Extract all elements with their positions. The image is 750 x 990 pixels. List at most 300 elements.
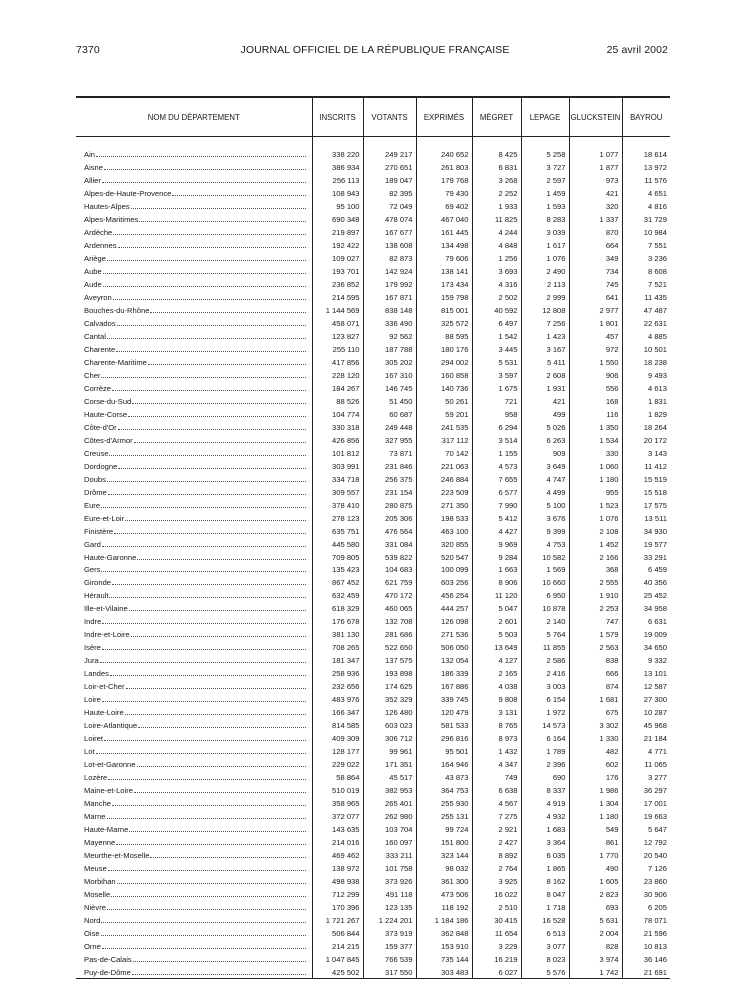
value-cell: 14 573 (521, 718, 569, 731)
value-cell: 1 550 (569, 355, 622, 368)
department-name: Drôme (84, 487, 107, 497)
dot-leader (132, 402, 305, 404)
table-row (76, 757, 670, 770)
value-cell: 1 877 (569, 160, 622, 173)
value-cell: 2 764 (472, 861, 521, 874)
value-cell: 40 592 (472, 303, 521, 316)
department-name: Oise (84, 929, 100, 939)
value-cell: 249 217 (363, 147, 416, 160)
value-cell: 5 047 (472, 601, 521, 614)
value-cell: 506 050 (416, 640, 472, 653)
value-cell: 15 518 (622, 485, 670, 498)
value-cell: 972 (569, 342, 622, 355)
department-name-cell (76, 290, 312, 303)
table-row (76, 705, 670, 718)
value-cell: 186 339 (416, 666, 472, 679)
value-cell: 2 396 (521, 757, 569, 770)
value-cell: 142 924 (363, 264, 416, 277)
dot-leader (112, 804, 305, 806)
value-cell: 126 098 (416, 614, 472, 627)
table-row (76, 783, 670, 796)
department-name: Côte-d'Or (84, 422, 117, 432)
value-cell: 330 318 (312, 420, 363, 433)
table-row (76, 601, 670, 614)
department-name-cell (76, 848, 312, 861)
value-cell: 8 973 (472, 731, 521, 744)
value-cell: 3 445 (472, 342, 521, 355)
value-cell: 36 297 (622, 783, 670, 796)
value-cell: 13 972 (622, 160, 670, 173)
value-cell: 1 721 267 (312, 913, 363, 926)
department-name-cell (76, 653, 312, 666)
value-cell: 170 396 (312, 900, 363, 913)
value-cell: 99 724 (416, 822, 472, 835)
department-name: Côtes-d'Armor (84, 435, 133, 445)
value-cell: 33 291 (622, 550, 670, 563)
value-cell: 491 118 (363, 887, 416, 900)
value-cell: 2 490 (521, 264, 569, 277)
table-header-row (76, 97, 670, 137)
value-cell: 187 788 (363, 342, 416, 355)
page-number: 7370 (76, 44, 100, 56)
department-name: Nord (84, 916, 101, 926)
value-cell: 1 910 (569, 588, 622, 601)
value-cell: 69 402 (416, 199, 472, 212)
value-cell: 2 165 (472, 666, 521, 679)
value-cell: 6 631 (622, 614, 670, 627)
value-cell: 6 577 (472, 485, 521, 498)
value-cell: 1 972 (521, 705, 569, 718)
department-name-cell (76, 173, 312, 186)
value-cell: 317 550 (363, 965, 416, 978)
value-cell: 664 (569, 238, 622, 251)
column-header: MÉGRET (472, 97, 521, 137)
value-cell: 469 462 (312, 848, 363, 861)
value-cell: 214 595 (312, 290, 363, 303)
value-cell: 34 958 (622, 601, 670, 614)
value-cell: 735 144 (416, 952, 472, 965)
department-name: Indre (84, 617, 102, 627)
department-name-cell (76, 355, 312, 368)
value-cell: 278 123 (312, 511, 363, 524)
department-name: Hérault (84, 591, 109, 601)
value-cell: 8 047 (521, 887, 569, 900)
value-cell: 4 573 (472, 459, 521, 472)
value-cell: 352 329 (363, 692, 416, 705)
value-cell: 3 229 (472, 939, 521, 952)
value-cell: 171 351 (363, 757, 416, 770)
dot-leader (101, 506, 305, 508)
value-cell: 1 076 (569, 511, 622, 524)
department-name-cell (76, 342, 312, 355)
department-name: Haute-Garonne (84, 552, 137, 562)
value-cell: 766 539 (363, 952, 416, 965)
value-cell: 303 991 (312, 459, 363, 472)
department-name: Loire (84, 695, 101, 705)
value-cell: 160 858 (416, 368, 472, 381)
value-cell: 426 856 (312, 433, 363, 446)
department-name: Doubs (84, 474, 106, 484)
value-cell: 10 660 (521, 575, 569, 588)
value-cell: 373 926 (363, 874, 416, 887)
department-name: Mayenne (84, 838, 116, 848)
department-name: Lot-et-Garonne (84, 760, 136, 770)
value-cell: 5 631 (569, 913, 622, 926)
value-cell: 2 555 (569, 575, 622, 588)
department-name: Nièvre (84, 903, 106, 913)
value-cell: 8 906 (472, 575, 521, 588)
value-cell: 870 (569, 225, 622, 238)
dot-leader (101, 934, 306, 936)
department-name-cell (76, 913, 312, 926)
department-name-cell (76, 601, 312, 614)
value-cell: 861 (569, 835, 622, 848)
dot-leader (113, 233, 305, 235)
value-cell: 10 878 (521, 601, 569, 614)
value-cell: 641 (569, 290, 622, 303)
value-cell: 236 852 (312, 277, 363, 290)
table-row (76, 342, 670, 355)
table-row (76, 381, 670, 394)
value-cell: 2 253 (569, 601, 622, 614)
dot-leader (96, 155, 306, 157)
value-cell: 271 536 (416, 627, 472, 640)
department-name-cell (76, 783, 312, 796)
table-row (76, 913, 670, 926)
dot-leader (102, 947, 306, 949)
value-cell: 138 972 (312, 861, 363, 874)
dot-leader (125, 519, 305, 521)
value-cell: 2 510 (472, 900, 521, 913)
table-row (76, 627, 670, 640)
department-name: Isère (84, 643, 101, 653)
value-cell: 2 823 (569, 887, 622, 900)
table-row (76, 173, 670, 186)
value-cell: 1 605 (569, 874, 622, 887)
dot-leader (148, 363, 306, 365)
department-name: Corrèze (84, 383, 112, 393)
dot-leader (172, 194, 305, 196)
table-row (76, 537, 670, 550)
value-cell: 5 258 (521, 147, 569, 160)
value-cell: 5 100 (521, 498, 569, 511)
table-row (76, 329, 670, 342)
value-cell: 603 023 (363, 718, 416, 731)
value-cell: 815 001 (416, 303, 472, 316)
department-name-cell (76, 446, 312, 459)
value-cell: 6 950 (521, 588, 569, 601)
department-name: Creuse (84, 448, 109, 458)
table-row (76, 459, 670, 472)
table-row (76, 147, 670, 160)
value-cell: 3 302 (569, 718, 622, 731)
dot-leader (137, 558, 305, 560)
department-name: Manche (84, 799, 112, 809)
value-cell: 303 483 (416, 965, 472, 978)
value-cell: 690 348 (312, 212, 363, 225)
value-cell: 4 932 (521, 809, 569, 822)
value-cell: 1 184 186 (416, 913, 472, 926)
dot-leader (102, 700, 306, 702)
table-row (76, 796, 670, 809)
value-cell: 5 531 (472, 355, 521, 368)
dot-leader (112, 583, 305, 585)
value-cell: 9 808 (472, 692, 521, 705)
department-name-cell (76, 627, 312, 640)
table-row (76, 718, 670, 731)
value-cell: 3 693 (472, 264, 521, 277)
department-name-cell (76, 368, 312, 381)
column-header: EXPRIMÉS (416, 97, 472, 137)
value-cell: 368 (569, 563, 622, 576)
value-cell: 483 976 (312, 692, 363, 705)
value-cell: 45 968 (622, 718, 670, 731)
dot-leader (108, 869, 306, 871)
value-cell: 2 608 (521, 368, 569, 381)
value-cell: 104 683 (363, 563, 416, 576)
value-cell: 499 (521, 407, 569, 420)
value-cell: 3 676 (521, 511, 569, 524)
department-name: Dordogne (84, 461, 118, 471)
value-cell: 338 220 (312, 147, 363, 160)
value-cell: 482 (569, 744, 622, 757)
value-cell: 1 931 (521, 381, 569, 394)
value-cell: 1 663 (472, 563, 521, 576)
table-row (76, 264, 670, 277)
department-name-cell (76, 511, 312, 524)
value-cell: 1 569 (521, 563, 569, 576)
value-cell: 10 287 (622, 705, 670, 718)
value-cell: 520 547 (416, 550, 472, 563)
department-name: Aisne (84, 162, 103, 172)
value-cell: 25 452 (622, 588, 670, 601)
value-cell: 255 930 (416, 796, 472, 809)
value-cell: 621 759 (363, 575, 416, 588)
value-cell: 745 (569, 277, 622, 290)
value-cell: 159 377 (363, 939, 416, 952)
value-cell: 101 812 (312, 446, 363, 459)
value-cell: 4 038 (472, 679, 521, 692)
department-name: Ain (84, 149, 95, 159)
department-name-cell (76, 887, 312, 900)
value-cell: 602 (569, 757, 622, 770)
value-cell: 8 162 (521, 874, 569, 887)
department-name: Meuse (84, 864, 107, 874)
table-row (76, 160, 670, 173)
department-name: Loir-et-Cher (84, 682, 125, 692)
value-cell: 1 933 (472, 199, 521, 212)
value-cell: 179 768 (416, 173, 472, 186)
table-row (76, 874, 670, 887)
value-cell: 320 855 (416, 537, 472, 550)
value-cell: 506 844 (312, 926, 363, 939)
table-row (76, 238, 670, 251)
value-cell: 838 148 (363, 303, 416, 316)
value-cell: 164 946 (416, 757, 472, 770)
value-cell: 1 144 569 (312, 303, 363, 316)
value-cell: 5 412 (472, 511, 521, 524)
value-cell: 373 919 (363, 926, 416, 939)
table-row (76, 368, 670, 381)
department-name: Gironde (84, 578, 112, 588)
value-cell: 364 753 (416, 783, 472, 796)
table-row (76, 666, 670, 679)
value-cell: 708 265 (312, 640, 363, 653)
dot-leader (107, 480, 306, 482)
value-cell: 339 745 (416, 692, 472, 705)
value-cell: 2 597 (521, 173, 569, 186)
value-cell: 4 753 (521, 537, 569, 550)
value-cell: 693 (569, 900, 622, 913)
dot-leader (128, 415, 305, 417)
value-cell: 27 300 (622, 692, 670, 705)
department-name-cell (76, 550, 312, 563)
value-cell: 167 310 (363, 368, 416, 381)
department-name: Meurthe-et-Moselle (84, 851, 150, 861)
value-cell: 909 (521, 446, 569, 459)
dot-leader (131, 207, 306, 209)
department-name-cell (76, 926, 312, 939)
table-row (76, 394, 670, 407)
dot-leader (117, 882, 306, 884)
department-name: Hautes-Alpes (84, 201, 130, 211)
value-cell: 3 514 (472, 433, 521, 446)
value-cell: 6 035 (521, 848, 569, 861)
department-name-cell (76, 186, 312, 199)
value-cell: 241 535 (416, 420, 472, 433)
value-cell: 2 563 (569, 640, 622, 653)
value-cell: 372 077 (312, 809, 363, 822)
value-cell: 336 490 (363, 316, 416, 329)
value-cell: 3 925 (472, 874, 521, 887)
department-name-cell (76, 822, 312, 835)
value-cell: 11 065 (622, 757, 670, 770)
table-row (76, 640, 670, 653)
value-cell: 317 112 (416, 433, 472, 446)
value-cell: 3 131 (472, 705, 521, 718)
table-row (76, 939, 670, 952)
column-header: LEPAGE (521, 97, 569, 137)
value-cell: 240 652 (416, 147, 472, 160)
value-cell: 174 625 (363, 679, 416, 692)
dot-leader (126, 687, 306, 689)
value-cell: 2 502 (472, 290, 521, 303)
department-name-cell (76, 614, 312, 627)
value-cell: 99 961 (363, 744, 416, 757)
department-name-cell (76, 835, 312, 848)
table-row (76, 420, 670, 433)
value-cell: 327 955 (363, 433, 416, 446)
value-cell: 2 921 (472, 822, 521, 835)
dot-leader (111, 895, 305, 897)
value-cell: 137 575 (363, 653, 416, 666)
department-name: Corse-du-Sud (84, 396, 132, 406)
value-cell: 3 649 (521, 459, 569, 472)
value-cell: 1 330 (569, 731, 622, 744)
value-cell: 258 936 (312, 666, 363, 679)
department-name-cell (76, 809, 312, 822)
value-cell: 478 074 (363, 212, 416, 225)
department-name: Lozère (84, 773, 108, 783)
value-cell: 814 585 (312, 718, 363, 731)
department-name-cell (76, 796, 312, 809)
department-name: Eure (84, 500, 101, 510)
value-cell: 1 180 (569, 809, 622, 822)
table-row (76, 861, 670, 874)
table-row (76, 251, 670, 264)
value-cell: 3 974 (569, 952, 622, 965)
column-header: INSCRITS (312, 97, 363, 137)
value-cell: 8 608 (622, 264, 670, 277)
value-cell: 334 718 (312, 472, 363, 485)
value-cell: 11 412 (622, 459, 670, 472)
table-row (76, 563, 670, 576)
dot-leader (116, 843, 305, 845)
department-name: Bouches-du-Rhône (84, 305, 150, 315)
value-cell: 330 (569, 446, 622, 459)
value-cell: 294 002 (416, 355, 472, 368)
department-name: Haute-Corse (84, 409, 128, 419)
value-cell: 4 567 (472, 796, 521, 809)
value-cell: 11 576 (622, 173, 670, 186)
value-cell: 4 499 (521, 485, 569, 498)
department-name: Orne (84, 942, 101, 952)
value-cell: 417 856 (312, 355, 363, 368)
value-cell: 79 606 (416, 251, 472, 264)
value-cell: 13 101 (622, 666, 670, 679)
value-cell: 6 294 (472, 420, 521, 433)
value-cell: 1 681 (569, 692, 622, 705)
value-cell: 10 984 (622, 225, 670, 238)
value-cell: 1 742 (569, 965, 622, 978)
value-cell: 43 873 (416, 770, 472, 783)
value-cell: 1 155 (472, 446, 521, 459)
value-cell: 666 (569, 666, 622, 679)
department-name: Ariège (84, 253, 106, 263)
value-cell: 21 184 (622, 731, 670, 744)
table-row (76, 511, 670, 524)
table-row (76, 575, 670, 588)
department-name-cell (76, 303, 312, 316)
value-cell: 231 846 (363, 459, 416, 472)
value-cell: 19 009 (622, 627, 670, 640)
value-cell: 214 016 (312, 835, 363, 848)
table-row (76, 303, 670, 316)
table-row (76, 887, 670, 900)
value-cell: 36 146 (622, 952, 670, 965)
department-name: Indre-et-Loire (84, 630, 130, 640)
value-cell: 6 513 (521, 926, 569, 939)
value-cell: 100 099 (416, 563, 472, 576)
department-name: Ardennes (84, 240, 117, 250)
value-cell: 378 410 (312, 498, 363, 511)
table-row (76, 653, 670, 666)
value-cell: 467 040 (416, 212, 472, 225)
dot-leader (102, 622, 305, 624)
value-cell: 973 (569, 173, 622, 186)
dot-leader (103, 272, 306, 274)
value-cell: 116 (569, 407, 622, 420)
value-cell: 7 990 (472, 498, 521, 511)
dot-leader (104, 168, 306, 170)
dot-leader (129, 830, 305, 832)
department-name-cell (76, 251, 312, 264)
value-cell: 7 655 (472, 472, 521, 485)
value-cell: 82 873 (363, 251, 416, 264)
table-row (76, 498, 670, 511)
value-cell: 1 077 (569, 147, 622, 160)
value-cell: 20 540 (622, 848, 670, 861)
